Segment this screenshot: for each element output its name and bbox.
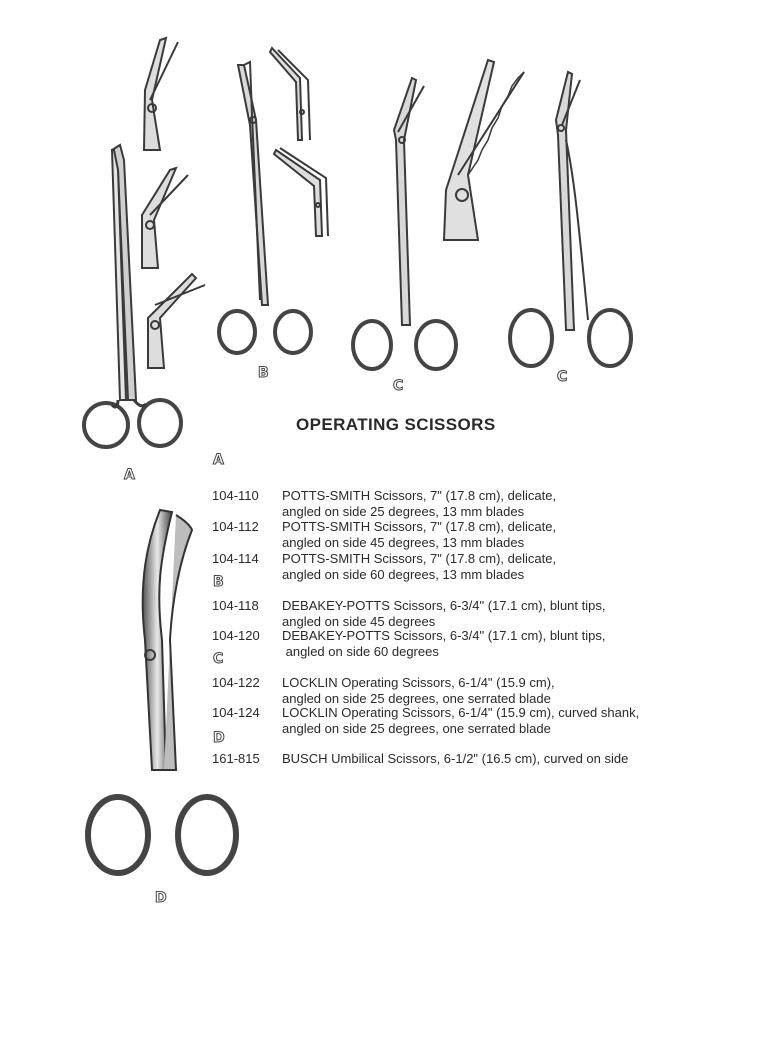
catalog-code: 104-110 — [212, 488, 259, 503]
catalog-entry-104-118 — [212, 598, 605, 630]
catalog-entry-104-120 — [212, 628, 605, 660]
figure-label-c1: C — [393, 378, 404, 394]
catalog-description-line2: angled on side 25 degrees, one serrated blade — [282, 721, 551, 736]
section-label-a: A — [213, 452, 224, 468]
catalog-code: 104-122 — [212, 675, 260, 690]
catalog-entry-161-815 — [212, 751, 628, 767]
scissors-c-tip-illustration — [444, 60, 524, 240]
catalog-description-line2: angled on side 45 degrees — [282, 614, 436, 629]
catalog-code: 104-124 — [212, 705, 260, 720]
catalog-entry-104-110 — [212, 488, 556, 520]
scissors-a-tip-25-illustration — [144, 38, 178, 150]
page-title: OPERATING SCISSORS — [296, 415, 496, 434]
catalog-description: LOCKLIN Operating Scissors, 6-1/4" (15.9 cm), curved shank, — [282, 705, 640, 720]
section-label-b: B — [213, 574, 224, 590]
catalog-entry-104-124 — [212, 705, 639, 737]
figure-label-b: B — [258, 365, 269, 381]
catalog-description: POTTS-SMITH Scissors, 7" (17.8 cm), delicate, — [282, 488, 557, 503]
section-label-c: C — [213, 651, 224, 667]
figure-label-c2: C — [557, 369, 568, 385]
catalog-description-line2: angled on side 60 degrees, 13 mm blades — [282, 567, 525, 582]
scissors-c2-illustration — [510, 72, 631, 366]
catalog-description: BUSCH Umbilical Scissors, 6-1/2" (16.5 cm), curved on side — [282, 751, 629, 766]
catalog-description: POTTS-SMITH Scissors, 7" (17.8 cm), delicate, — [282, 519, 557, 534]
catalog-entry-104-122 — [212, 675, 555, 707]
scissors-a-tip-45-illustration — [142, 168, 188, 268]
catalog-code: 104-118 — [212, 598, 259, 613]
catalog-description-line2: angled on side 25 degrees, 13 mm blades — [282, 504, 525, 519]
catalog-description-line2: angled on side 25 degrees, one serrated blade — [282, 691, 551, 706]
section-label-d: D — [213, 730, 225, 746]
catalog-description-line2: angled on side 45 degrees, 13 mm blades — [282, 535, 525, 550]
catalog-code: 104-112 — [212, 519, 259, 534]
catalog-description: POTTS-SMITH Scissors, 7" (17.8 cm), delicate, — [282, 551, 557, 566]
catalog-entry-104-114 — [212, 551, 556, 583]
catalog-description: DEBAKEY-POTTS Scissors, 6-3/4" (17.1 cm), blunt tips, — [282, 598, 606, 613]
catalog-code: 161-815 — [212, 751, 260, 766]
catalog-description: LOCKLIN Operating Scissors, 6-1/4" (15.9 cm), — [282, 675, 555, 690]
catalog-code: 104-114 — [212, 551, 259, 566]
scissors-b-tip-45-illustration — [270, 48, 310, 140]
figure-label-a: A — [124, 467, 135, 483]
scissors-b-tip-60-illustration — [274, 148, 328, 236]
catalog-description: DEBAKEY-POTTS Scissors, 6-3/4" (17.1 cm), blunt tips, — [282, 628, 606, 643]
scissors-a-tip-60-illustration — [148, 274, 205, 368]
catalog-entry-104-112 — [212, 519, 556, 551]
figure-label-d: D — [155, 890, 167, 906]
catalog-code: 104-120 — [212, 628, 260, 643]
scissors-c1-illustration — [353, 78, 456, 369]
catalog-description-line2: angled on side 60 degrees — [282, 644, 439, 659]
